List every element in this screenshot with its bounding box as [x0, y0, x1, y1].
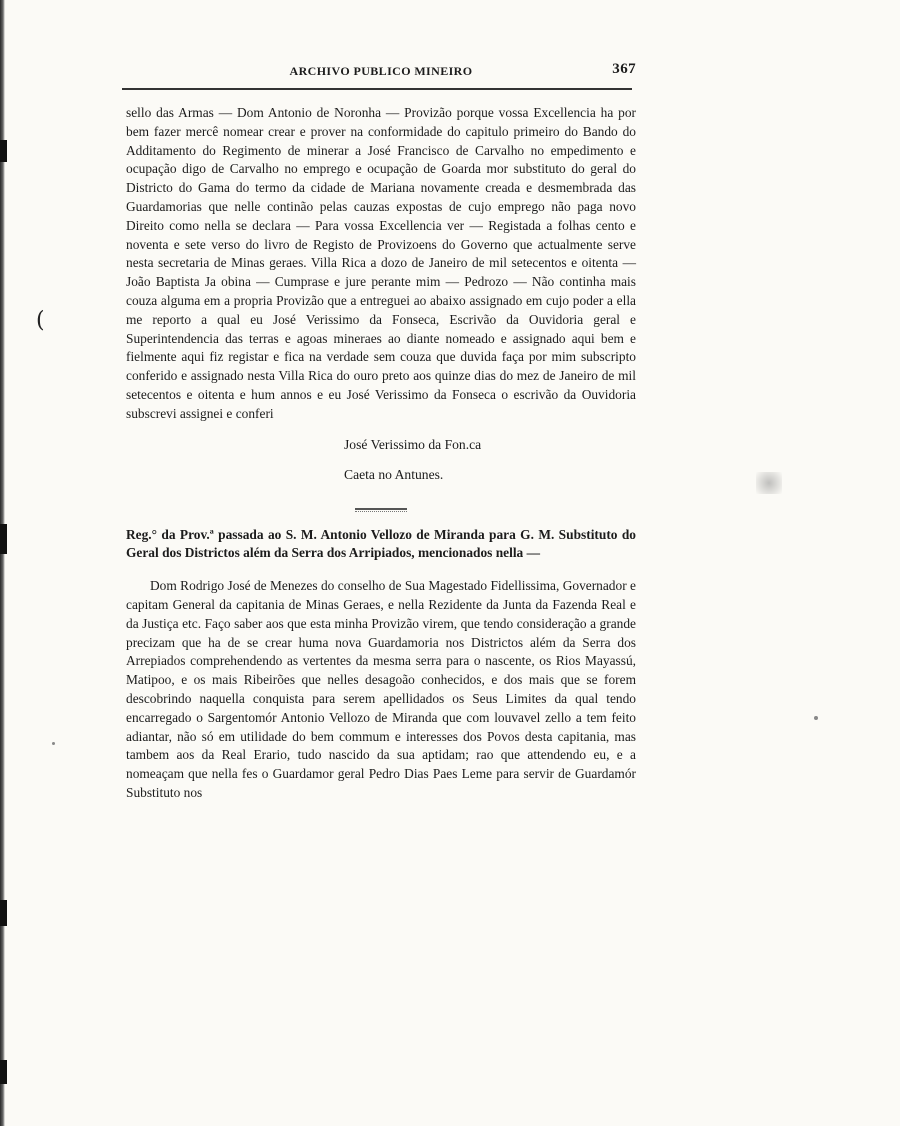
section-heading: Reg.° da Prov.ª passada ao S. M. Antonio Vellozo de Miranda para G. M. Substituto do Geral dos Districtos além da Serra dos Arripiados, mencionados nella — — [126, 526, 636, 561]
spine-mark — [0, 524, 7, 554]
spine-mark — [0, 140, 7, 162]
signature: José Verissimo da Fon.ca — [344, 436, 482, 452]
running-title: ARCHIVO PUBLICO MINEIRO — [289, 64, 473, 78]
margin-bracket-mark: ( — [36, 308, 45, 333]
ink-smudge — [756, 472, 782, 494]
signature-block — [126, 436, 636, 484]
second-document — [126, 526, 636, 803]
spine-mark — [0, 1060, 7, 1084]
second-document-text: Dom Rodrigo José de Menezes do conselho de Sua Magestado Fidellissima, Governador e capitam General da capitania de Minas Geraes, e nella Rezidente da Junta da Fazenda Real e da Justiça etc. Faço saber aos que esta minha Provizão virem, que tendo consideração a grande precizam que ha de se crear huma nova Guardamoria nos Districtos além da Serra dos Arrepiados comprehendendo as vertentes da mesma serra para o nascente, os Rios Mayassú, Matipoo, e os mais Ribeirões que nelles desagoão conhecidos, e dos mais que se forem descobrindo naquella conquista para serem apellidados os Seus Limites da qual tendo encarregado o Sargentomór Antonio Vellozo de Miranda que com louvavel zello a tem feito adiantar, não só em utilidade do bem commum e interesses dos Povos desta capitania, mas tambem aos da Real Erario, tudo nascido da sua aptidam; rao que attendendo eu, e a nomeaçam que nella fes o Guardamor geral Pedro Dias Paes Leme para servir de Guardamór Substituto nos — [126, 578, 636, 800]
signature: Caeta no Antunes. — [344, 466, 444, 482]
ink-speck — [814, 716, 818, 720]
book-page — [126, 58, 636, 803]
header-rule — [122, 86, 632, 90]
spine-mark — [0, 900, 7, 926]
section-ornament — [355, 508, 407, 512]
first-document-text: sello das Armas — Dom Antonio de Noronha — Provizão porque vossa Excellencia ha por bem fazer mercê nomear crear e prover na conformidade do capitulo primeiro do Bando do Additamento do Regimento de minerar a José Francisco de Carvalho no empedimento e ocupação digo de Carvalho no emprego e ocupação de Goarda mor substituto do geral do Districto do Gama do termo da cidade de Mariana novamente creada e desmembrada das Guardamorias que nelle continão pelas cauzas expostas de cujo emprego não paga novo Direito como nella se declara — Para vossa Excellencia ver — Registada a folhas cento e noventa e sete verso do livro de Registo de Provizoens do Governo que actualmente serve nesta secretaria de Minas geraes. Villa Rica a dozo de Janeiro de mil setecentos e oitenta — João Baptista Ja obina — Cumprase e jure perante mim — Pedrozo — Não continha mais couza alguma em a propria Provizão que a entreguei ao abaixo assignado em cujo poder a ella me reporto a qual eu José Verissimo da Fonseca, Escrivão da Ouvidoria geral e Superintendencia das terras e agoas mineraes ao diante nomeado e assignado aqui bem e fielmente aqui fiz registar e fica na verdade sem couza que duvida faça por mim subscripto conferido e assignado nesta Villa Rica do ouro preto aos quinze dias do mez de Janeiro de mil setecentos e oitenta e hum annos e eu José Verissimo da Fonseca o escrivão da Ouvidoria subscrevi assignei e conferi — [126, 105, 636, 421]
first-document — [126, 104, 636, 484]
page-number: 367 — [612, 61, 636, 77]
running-head — [126, 58, 636, 84]
page-gutter-edge — [0, 0, 5, 1126]
ink-speck — [52, 742, 55, 745]
